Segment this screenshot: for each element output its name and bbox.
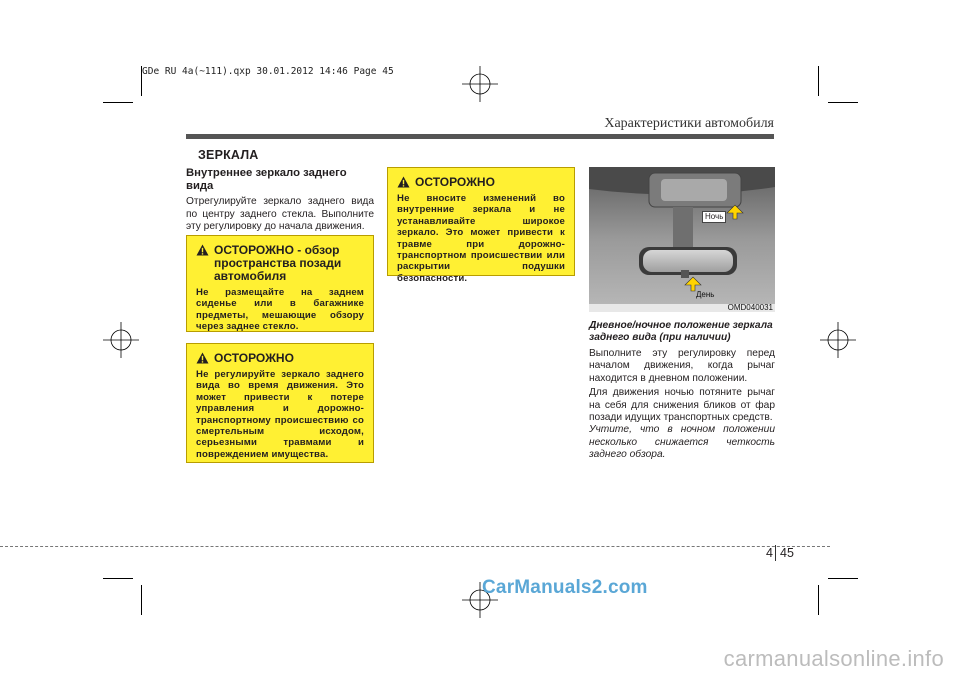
warning-body: Не вносите изменений во внутренние зеркала и не устанавливайте широкое зеркало. Это может привести к травме при дорожно-транспортном происшествии или раскрытии подушки безопасности. (397, 193, 565, 284)
left-column (186, 167, 374, 233)
registration-mark-icon (820, 322, 856, 358)
page-number: 45 (780, 546, 794, 560)
warning-body: Не регулируйте зеркало заднего вида во время движения. Это может привести к потере управления и дорожно-транспортному происшествию со смертельным исходом, серьезными травмами и повреждением имущества. (196, 369, 364, 460)
footer-watermark: carmanualsonline.info (723, 646, 944, 671)
figure-code: OMD040031 (727, 303, 773, 312)
watermark-logo: CarManuals2.com (482, 577, 648, 598)
trim-mark (828, 102, 858, 103)
warning-title-row (196, 352, 364, 365)
right-column (589, 320, 775, 462)
warning-box (387, 167, 575, 284)
trim-mark (818, 585, 819, 615)
day-label: День (696, 290, 715, 299)
body-paragraph: Выполните эту регулировку перед началом движения, когда рычаг находится в дневном положении. (589, 348, 775, 384)
trim-mark (103, 102, 133, 103)
header-rule (186, 134, 774, 139)
warning-box (186, 343, 374, 463)
warning-title: ОСТОРОЖНО (415, 175, 495, 189)
night-label: Ночь (702, 211, 726, 223)
trim-mark (103, 578, 133, 579)
warning-title: ОСТОРОЖНО - обзор пространства позади автомобиля (214, 243, 342, 283)
mirror-illustration (589, 167, 775, 312)
registration-mark-icon (103, 322, 139, 358)
chapter-number: 4 (766, 546, 773, 560)
warning-triangle-icon (397, 176, 410, 188)
trim-mark (141, 585, 142, 615)
page-number-divider (775, 545, 776, 561)
print-slug: GDe RU 4a(~111).qxp 30.01.2012 14:46 Page 45 (142, 66, 394, 77)
warning-box (186, 235, 374, 332)
trim-mark (828, 578, 858, 579)
figure-caption: Дневное/ночное положение зеркала заднего вида (при наличии) (589, 320, 773, 343)
warning-title: ОСТОРОЖНО (214, 351, 294, 365)
warning-title-row (397, 176, 565, 189)
footer-rule (0, 546, 830, 547)
body-paragraph: Отрегулируйте зеркало заднего вида по центру заднего стекла. Выполните эту регулировку до начала движения. (186, 196, 374, 232)
body-paragraph-italic: Учтите, что в ночном положении несколько снижается четкость заднего обзора. (589, 424, 775, 461)
subsection-heading: Внутреннее зеркало заднего вида (186, 167, 347, 192)
running-head: Характеристики автомобиля (604, 116, 774, 131)
warning-triangle-icon (196, 244, 209, 256)
body-paragraph: Для движения ночью потяните рычаг на себя для снижения бликов от фар позади идущих транспортных средств. (589, 387, 775, 424)
trim-mark (818, 66, 819, 96)
section-title: ЗЕРКАЛА (198, 148, 259, 162)
registration-mark-icon (462, 66, 498, 102)
mirror-figure (589, 167, 775, 312)
warning-triangle-icon (196, 352, 209, 364)
warning-body: Не размещайте на заднем сиденье или в багажнике предметы, мешающие обзору через заднее стекло. (196, 287, 364, 333)
warning-title-row (196, 244, 364, 283)
